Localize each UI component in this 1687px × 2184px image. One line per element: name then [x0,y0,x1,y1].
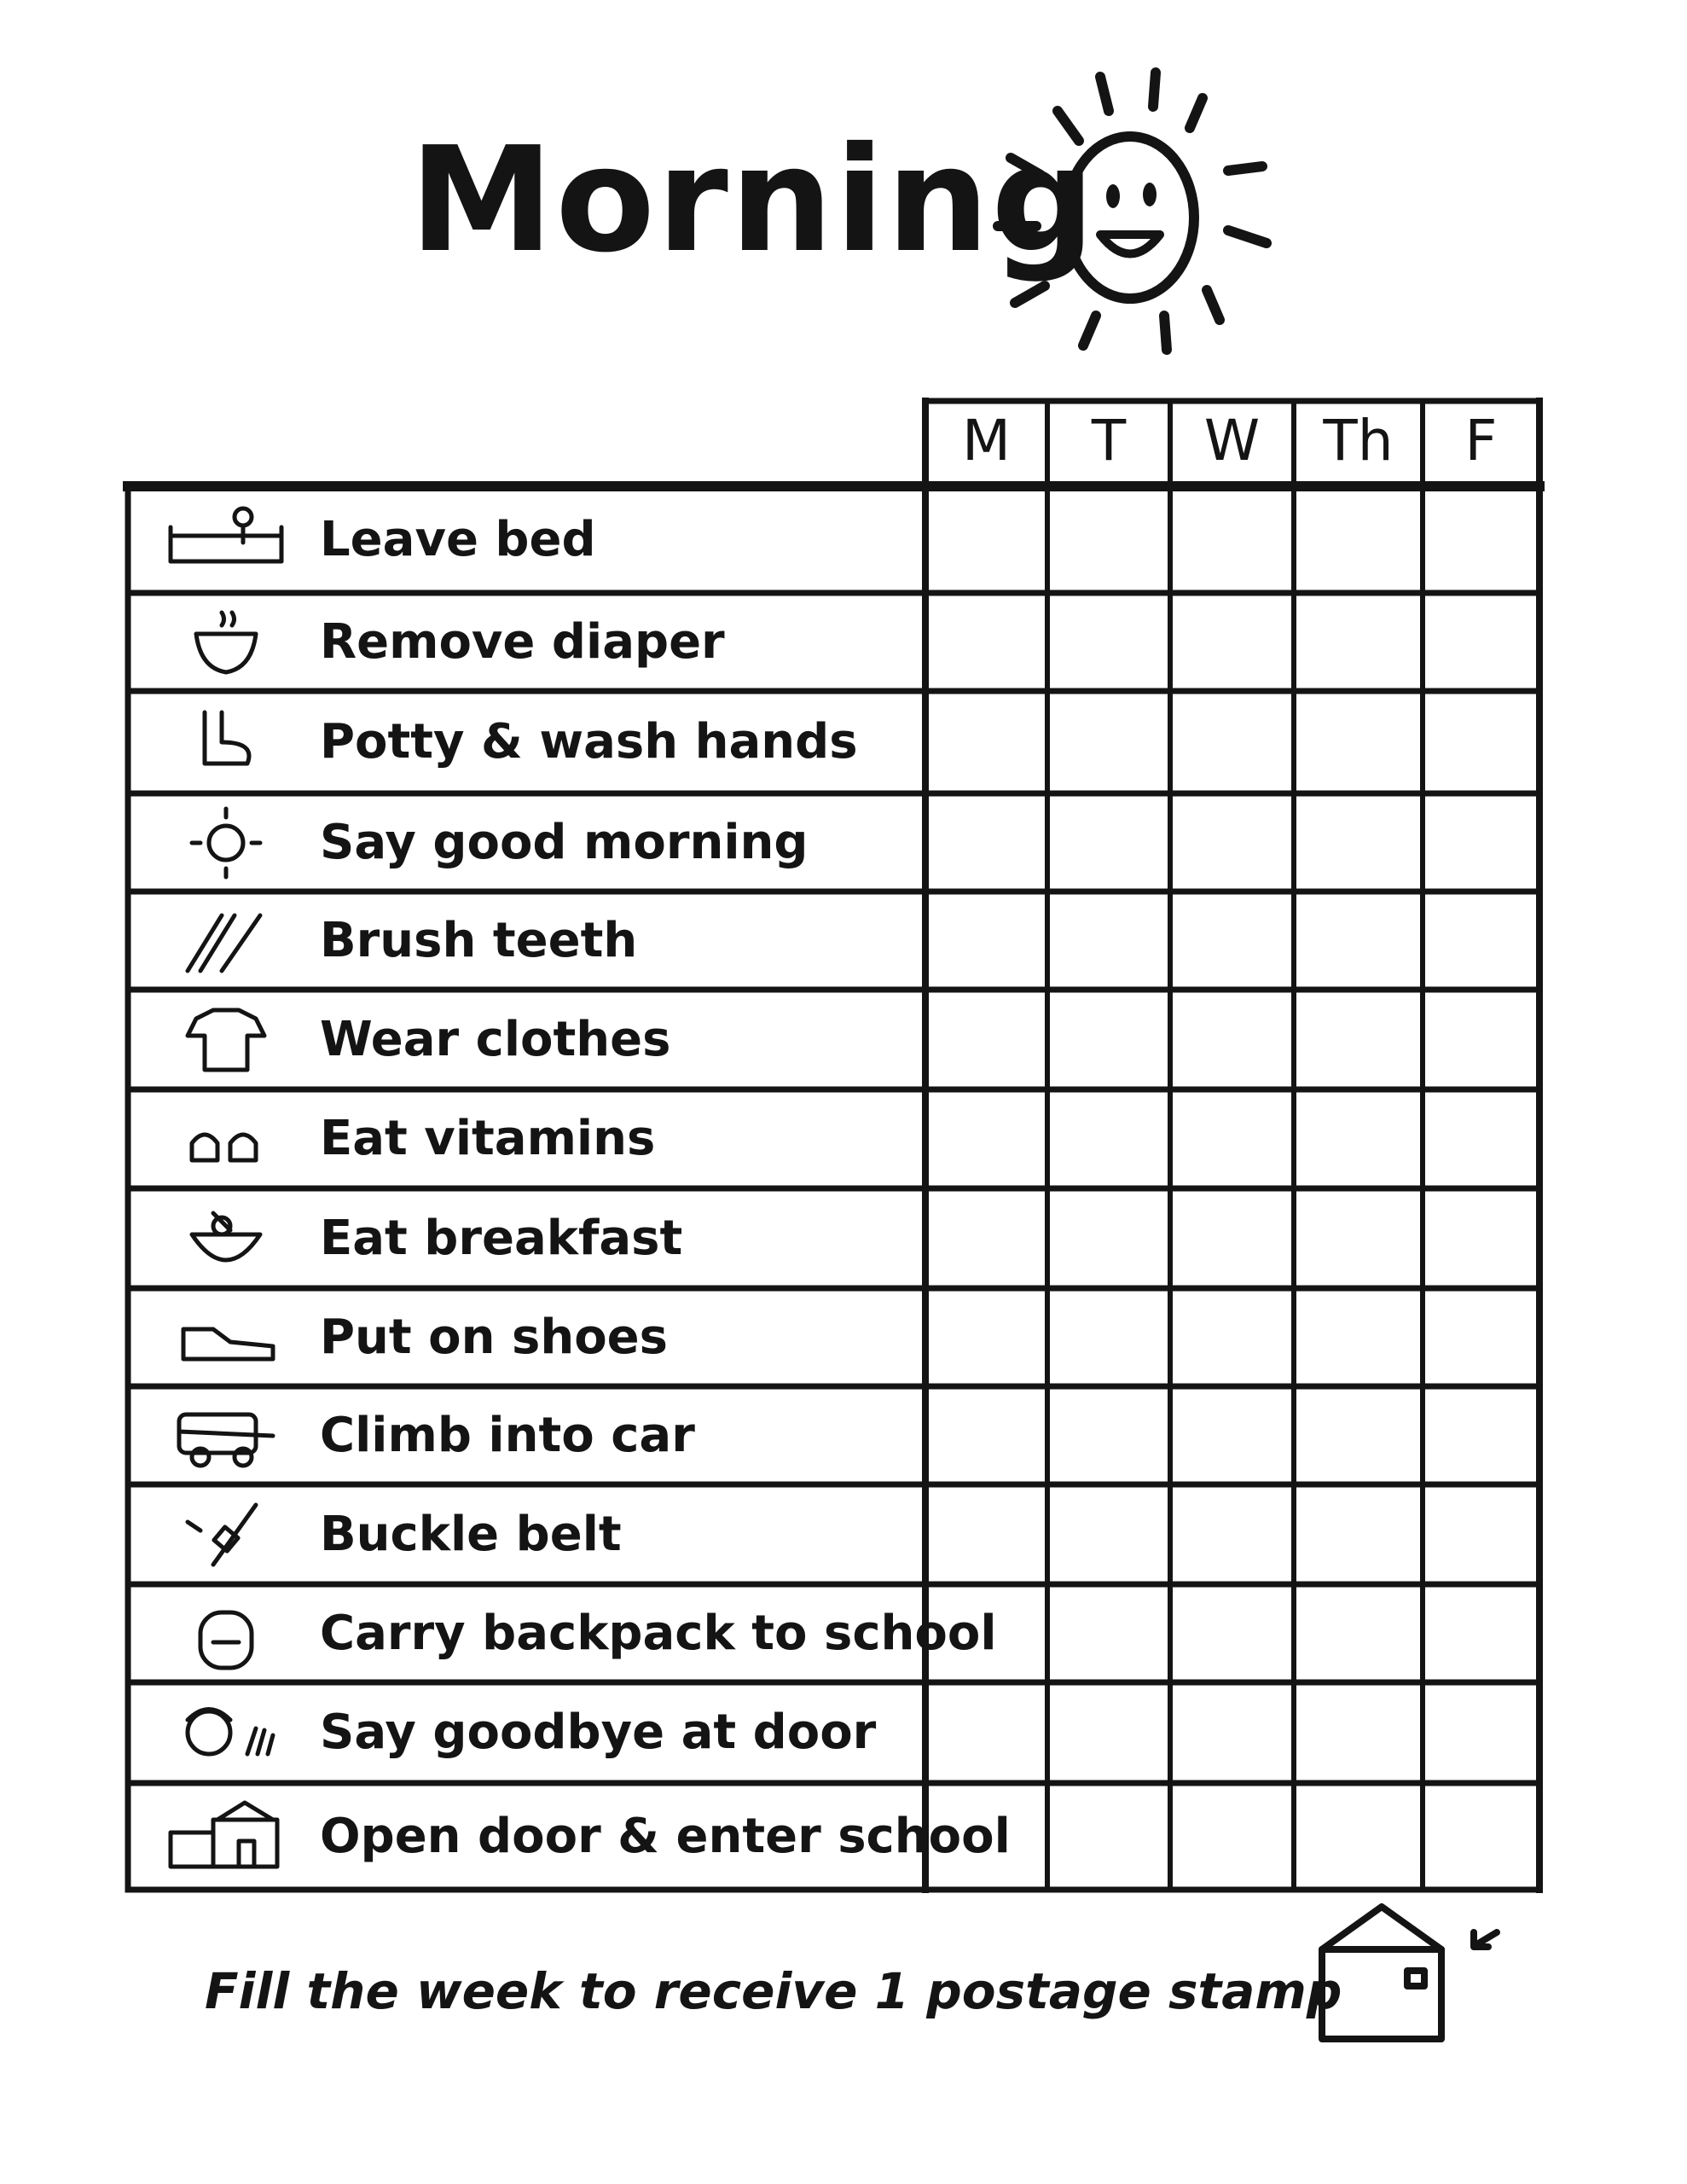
task-label: Brush teeth [320,912,638,968]
check-cell-m[interactable] [930,1687,1042,1778]
diaper-icon [162,604,290,681]
task-label: Carry backpack to school [320,1605,997,1661]
check-cell-t[interactable] [1052,1490,1165,1579]
task-label: Leave bed [320,511,596,567]
check-cell-f[interactable] [1428,1490,1534,1579]
check-cell-w[interactable] [1175,598,1289,686]
check-cell-w[interactable] [1175,1490,1289,1579]
check-cell-th[interactable] [1299,799,1417,886]
check-cell-th[interactable] [1299,598,1417,686]
check-cell-t[interactable] [1052,1391,1165,1479]
check-cell-w[interactable] [1175,1095,1289,1183]
task-label: Eat breakfast [320,1210,683,1266]
check-cell-m[interactable] [930,696,1042,788]
check-cell-w[interactable] [1175,1788,1289,1885]
day-header-m: M [962,408,1011,473]
check-cell-f[interactable] [1428,1194,1534,1283]
check-cell-m[interactable] [930,1194,1042,1283]
task-label: Open door & enter school [320,1808,1011,1864]
check-cell-f[interactable] [1428,1687,1534,1778]
task-label: Buckle belt [320,1506,622,1562]
check-cell-th[interactable] [1299,1095,1417,1183]
task-label: Say goodbye at door [320,1705,877,1760]
check-cell-w[interactable] [1175,995,1289,1084]
check-cell-t[interactable] [1052,995,1165,1084]
check-cell-f[interactable] [1428,897,1534,985]
check-cell-th[interactable] [1299,1788,1417,1885]
day-header-th: Th [1323,408,1394,473]
check-cell-th[interactable] [1299,491,1417,588]
check-cell-t[interactable] [1052,696,1165,788]
check-cell-t[interactable] [1052,897,1165,985]
check-cell-w[interactable] [1175,1589,1289,1677]
envelope-stamp-icon [1305,1902,1510,2048]
check-cell-th[interactable] [1299,1391,1417,1479]
check-cell-th[interactable] [1299,995,1417,1084]
footer-note: Fill the week to receive 1 postage stamp [205,1962,1342,2020]
task-label: Potty & wash hands [320,714,858,770]
check-cell-t[interactable] [1052,1194,1165,1283]
task-label: Remove diaper [320,613,725,670]
task-label: Say good morning [320,814,809,870]
vitamins-icon [162,1101,290,1177]
task-label: Eat vitamins [320,1111,656,1166]
check-cell-f[interactable] [1428,1788,1534,1885]
check-cell-m[interactable] [930,1293,1042,1381]
toilet-icon [162,704,290,781]
check-cell-f[interactable] [1428,491,1534,588]
check-cell-w[interactable] [1175,1391,1289,1479]
task-label: Put on shoes [320,1309,668,1365]
page-title: Morning [409,116,1097,285]
check-cell-m[interactable] [930,491,1042,588]
check-cell-m[interactable] [930,598,1042,686]
bed-icon [162,502,290,578]
check-cell-m[interactable] [930,1391,1042,1479]
check-cell-w[interactable] [1175,897,1289,985]
check-cell-m[interactable] [930,1490,1042,1579]
check-cell-th[interactable] [1299,1589,1417,1677]
check-cell-f[interactable] [1428,696,1534,788]
check-cell-th[interactable] [1299,1490,1417,1579]
check-cell-t[interactable] [1052,1788,1165,1885]
check-cell-w[interactable] [1175,491,1289,588]
shoe-icon [162,1299,290,1376]
check-cell-f[interactable] [1428,799,1534,886]
check-cell-m[interactable] [930,1095,1042,1183]
check-cell-t[interactable] [1052,1589,1165,1677]
day-header-w: W [1203,408,1261,473]
check-cell-t[interactable] [1052,598,1165,686]
check-cell-m[interactable] [930,1788,1042,1885]
check-cell-f[interactable] [1428,1391,1534,1479]
task-label: Climb into car [320,1407,695,1463]
check-cell-th[interactable] [1299,1194,1417,1283]
check-cell-th[interactable] [1299,1293,1417,1381]
check-cell-f[interactable] [1428,1589,1534,1677]
seatbelt-icon [162,1496,290,1573]
day-header-f: F [1464,408,1498,473]
check-cell-m[interactable] [930,897,1042,985]
check-cell-t[interactable] [1052,1095,1165,1183]
check-cell-th[interactable] [1299,696,1417,788]
check-cell-t[interactable] [1052,1687,1165,1778]
check-cell-t[interactable] [1052,1293,1165,1381]
school-icon [162,1798,290,1875]
check-cell-w[interactable] [1175,1194,1289,1283]
shirt-icon [162,1002,290,1078]
check-cell-f[interactable] [1428,1095,1534,1183]
waving-girl-icon [162,1694,290,1771]
toothbrush-icon [162,903,290,979]
car-icon [162,1397,290,1474]
backpack-icon [162,1595,290,1672]
check-cell-m[interactable] [930,1589,1042,1677]
check-cell-w[interactable] [1175,696,1289,788]
check-cell-w[interactable] [1175,1687,1289,1778]
check-cell-t[interactable] [1052,491,1165,588]
check-cell-w[interactable] [1175,1293,1289,1381]
check-cell-f[interactable] [1428,1293,1534,1381]
sun-icon [162,804,290,881]
check-cell-th[interactable] [1299,897,1417,985]
check-cell-w[interactable] [1175,799,1289,886]
check-cell-t[interactable] [1052,799,1165,886]
day-header-t: T [1091,408,1127,473]
check-cell-m[interactable] [930,799,1042,886]
check-cell-f[interactable] [1428,995,1534,1084]
task-label: Wear clothes [320,1011,671,1067]
bowl-icon [162,1200,290,1277]
check-cell-th[interactable] [1299,1687,1417,1778]
check-cell-f[interactable] [1428,598,1534,686]
check-cell-m[interactable] [930,995,1042,1084]
